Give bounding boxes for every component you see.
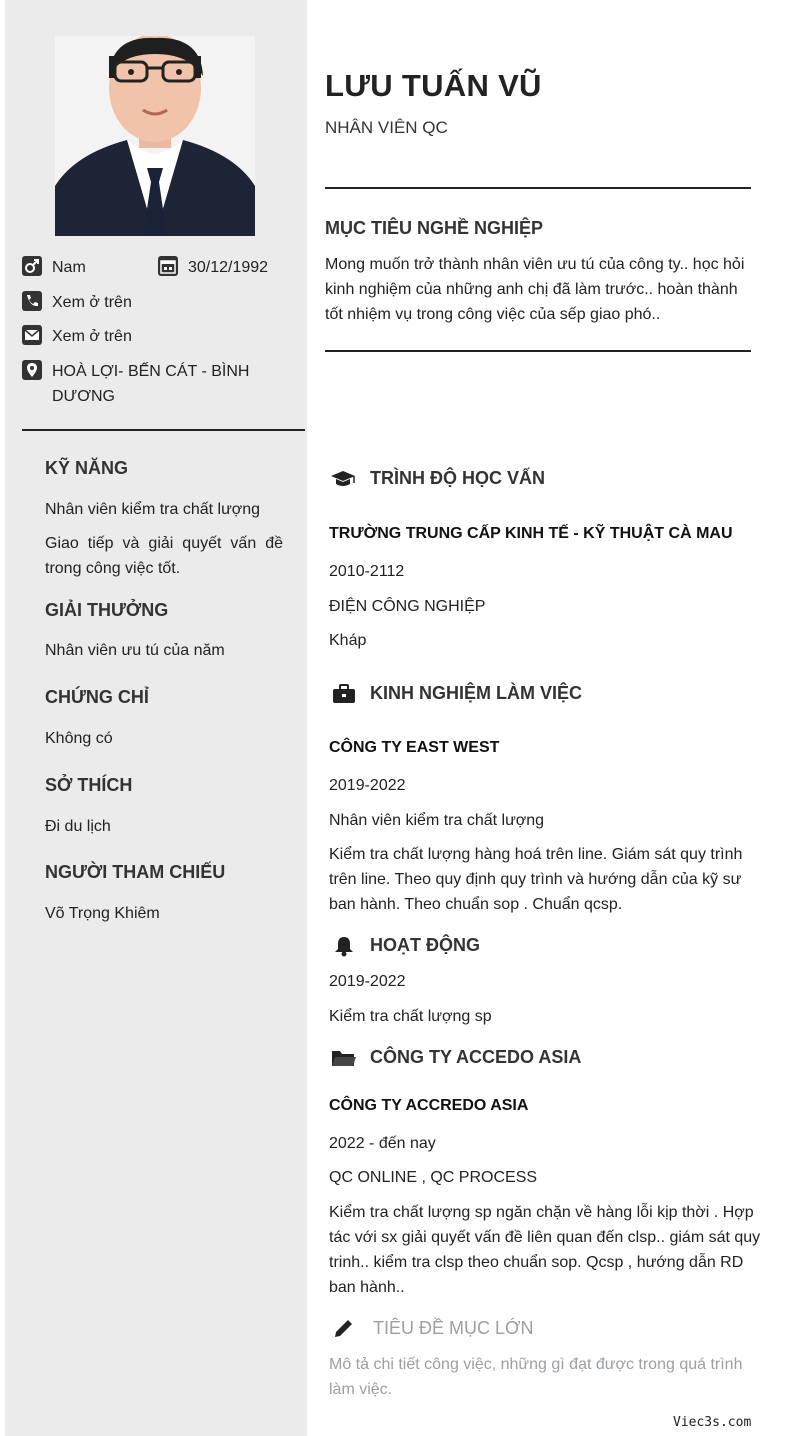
education-period: 2010-2112 xyxy=(329,563,405,580)
experience-company: CÔNG TY EAST WEST xyxy=(329,739,500,756)
cert-item: Không có xyxy=(45,730,113,747)
address-text: HOÀ LỢI- BẾN CÁT - BÌNH DƯƠNG xyxy=(52,363,250,405)
map-pin-icon xyxy=(22,360,42,380)
references-title: NGƯỜI THAM CHIẾU xyxy=(45,862,226,882)
education-major: ĐIỆN CÔNG NGHIỆP xyxy=(329,598,486,615)
education-grade: Kháp xyxy=(329,632,367,649)
sidebar-divider xyxy=(22,429,305,431)
activities-period: 2019-2022 xyxy=(329,973,406,990)
placeholder-text: Mô tả chi tiết công việc, những gì đạt được trong quá trình làm việc. xyxy=(329,1356,743,1398)
certs-title: CHỨNG CHỈ xyxy=(45,687,149,707)
accedo-company: CÔNG TY ACCREDO ASIA xyxy=(329,1097,529,1114)
skill-item: Nhân viên kiểm tra chất lượng xyxy=(45,501,261,518)
pencil-icon xyxy=(332,1318,358,1340)
graduation-cap-icon xyxy=(330,468,356,490)
email-text: Xem ở trên xyxy=(52,328,132,345)
award-item: Nhân viên ưu tú của năm xyxy=(45,642,225,659)
phone-text: Xem ở trên xyxy=(52,294,132,311)
hobbies-title: SỞ THÍCH xyxy=(45,775,133,795)
envelope-icon xyxy=(22,325,42,345)
briefcase-icon xyxy=(331,683,357,705)
accedo-period: 2022 - đến nay xyxy=(329,1135,436,1152)
bell-icon xyxy=(331,935,357,957)
candidate-name: LƯU TUẤN VŨ xyxy=(325,68,542,103)
accedo-title: CÔNG TY ACCEDO ASIA xyxy=(370,1047,582,1067)
calendar-icon xyxy=(158,256,178,276)
education-title: TRÌNH ĐỘ HỌC VẤN xyxy=(370,468,545,488)
objective-text: Mong muốn trở thành nhân viên ưu tú của công ty.. học hỏi kinh nghiệm của những anh chị đã làm trước.. hoàn thành tốt nhiệm vụ trong công việc của sếp giao phó.. xyxy=(325,256,745,323)
awards-title: GIẢI THƯỞNG xyxy=(45,600,169,620)
activities-title: HOẠT ĐỘNG xyxy=(370,935,480,955)
job-title: NHÂN VIÊN QC xyxy=(325,118,448,137)
gender-icon xyxy=(22,256,42,276)
objective-title: MỤC TIÊU NGHỀ NGHIỆP xyxy=(325,218,544,238)
placeholder-title: TIÊU ĐỀ MỤC LỚN xyxy=(373,1318,534,1338)
activities-description: Kiểm tra chất lượng sp xyxy=(329,1008,492,1025)
watermark: Viec3s.com xyxy=(673,1415,752,1430)
gender-text: Nam xyxy=(52,259,86,276)
accedo-position: QC ONLINE , QC PROCESS xyxy=(329,1169,538,1186)
birthday-text: 30/12/1992 xyxy=(188,259,269,276)
header-divider xyxy=(325,187,751,189)
objective-divider xyxy=(325,350,751,352)
accedo-description: Kiểm tra chất lượng sp ngăn chặn về hàng lỗi kịp thời . Hợp tác với sx giải quyết vấn đề liên quan đến clsp.. giám sát quy trinh.. kiểm tra clsp theo chuẩn sop. Qcsp , hướng dẫn RD ban hành.. xyxy=(329,1204,761,1296)
experience-description: Kiểm tra chất lượng hàng hoá trên line. Giám sát quy trình trên line. Theo quy định quy trình và hướng dẫn của kỹ sư ban hành. Theo chuẩn sop . Chuẩn qcsp. xyxy=(329,846,743,913)
phone-icon xyxy=(22,291,42,311)
experience-position: Nhân viên kiểm tra chất lượng xyxy=(329,812,545,829)
folder-icon xyxy=(331,1047,357,1069)
hobby-item: Đi du lịch xyxy=(45,818,111,835)
profile-photo xyxy=(55,36,255,236)
reference-item: Võ Trọng Khiêm xyxy=(45,905,160,922)
skills-title: KỸ NĂNG xyxy=(45,458,129,478)
experience-period: 2019-2022 xyxy=(329,777,406,794)
education-school: TRƯỜNG TRUNG CẤP KINH TẾ - KỸ THUẬT CÀ MAU xyxy=(329,525,733,542)
skill-item: Giao tiếp và giải quyết vấn đề trong công việc tốt. xyxy=(45,535,283,577)
experience-title: KINH NGHIỆM LÀM VIỆC xyxy=(370,683,583,703)
